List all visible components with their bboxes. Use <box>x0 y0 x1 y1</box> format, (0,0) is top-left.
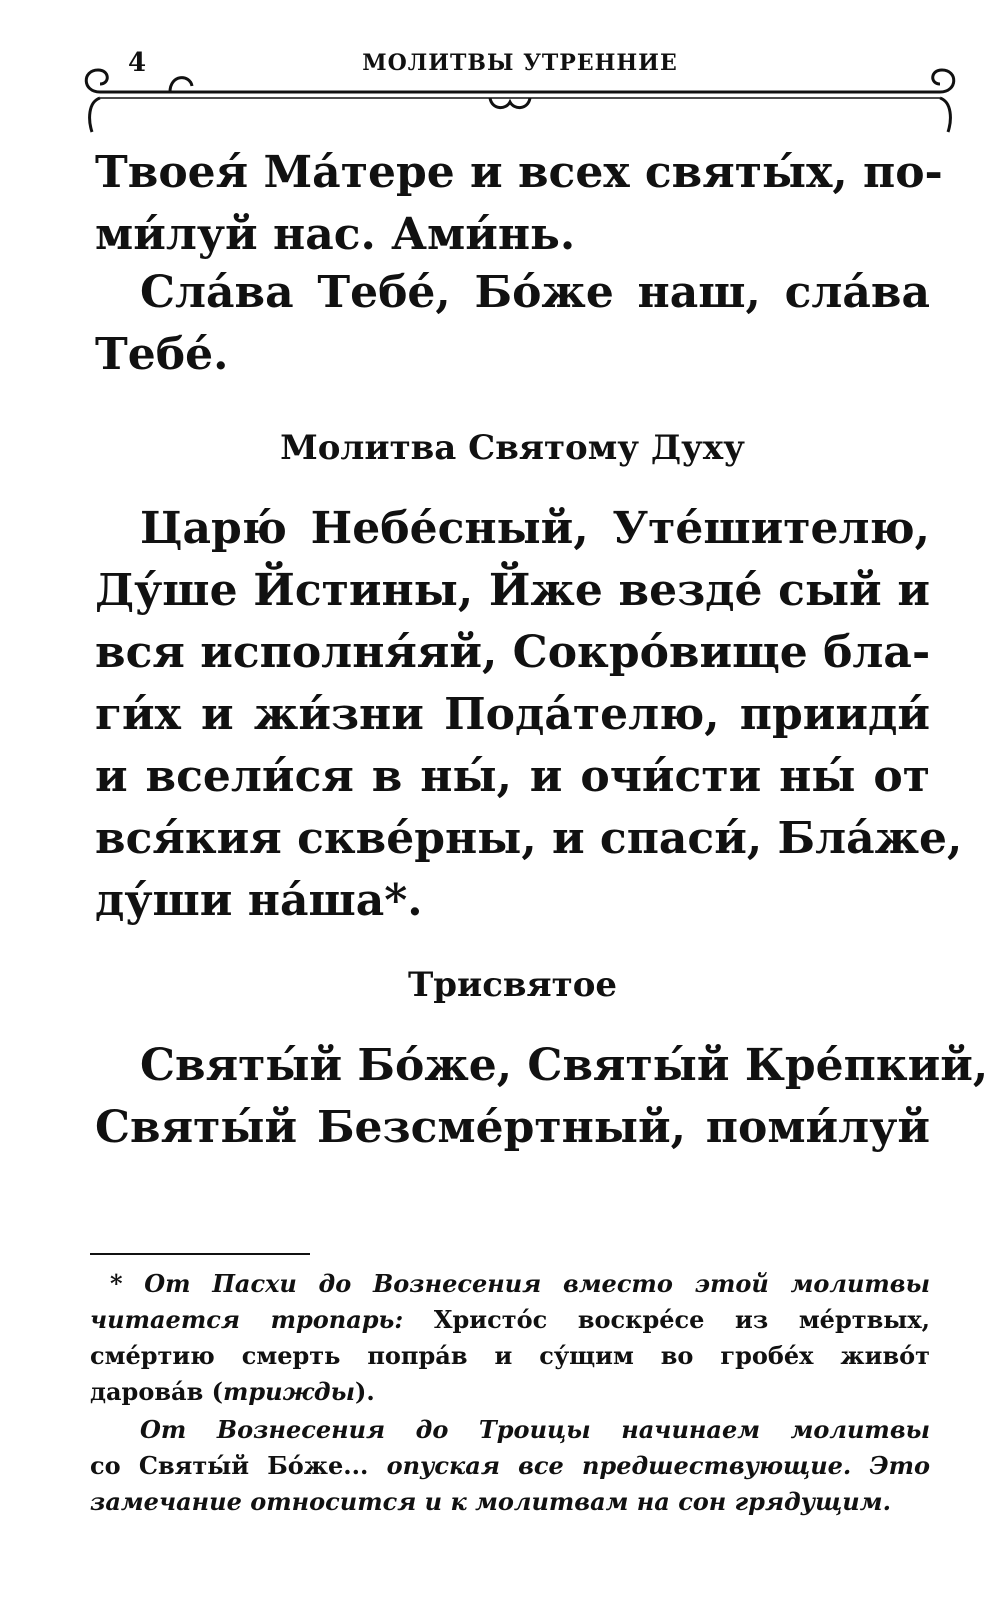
text-line: Ду́ше Йстины, Йже везде́ сый и <box>95 565 930 616</box>
footnote-text: Святы́й Бо́же... <box>138 1451 387 1480</box>
footnote-line <box>90 1448 930 1484</box>
text-line: ми́луй нас. Ами́нь. <box>95 209 576 260</box>
text-line: Твоея́ Ма́тере и всех святы́х, по- <box>95 147 943 198</box>
text-line: вся́кия скве́рны, и спаси́, Бла́же, <box>95 813 963 864</box>
footnote-line: От Вознесения до Троицы начинаем молитвы <box>140 1415 930 1444</box>
text-line: Святы́й Бо́же, Святы́й Кре́пкий, <box>140 1040 989 1091</box>
footnote-line <box>90 1374 930 1410</box>
text-line: Святы́й Безсме́ртный, поми́луй <box>95 1102 930 1153</box>
running-head <box>80 40 960 140</box>
paragraph-2-cont <box>95 324 930 386</box>
text-line: Царю́ Небе́сный, Уте́шителю, <box>140 503 930 554</box>
footnote-line: замечание относится и к молитвам на сон грядущим. <box>90 1487 891 1516</box>
footnote-italic: читается тропарь: <box>90 1305 434 1334</box>
footnote-italic: опуская все предшествующие. Это <box>386 1451 930 1480</box>
text-line: и всели́ся в ны́, и очи́сти ны́ от <box>95 751 930 802</box>
footnote-text: ). <box>355 1377 375 1406</box>
text-line: вся исполня́яй, Сокро́вище бла- <box>95 627 931 678</box>
running-title: МОЛИТВЫ УТРЕННИЕ <box>362 50 678 76</box>
footnote-1-cont <box>90 1302 930 1410</box>
paragraph-3-first <box>140 498 930 560</box>
text-line: Тебе́. <box>95 329 229 380</box>
section-heading-trisagion: Трисвятое <box>407 965 618 1005</box>
footnote-italic: трижды <box>222 1377 356 1406</box>
footnote-line <box>90 1302 930 1338</box>
footnote-line: * От Пасхи до Вознесения вместо этой молитвы <box>110 1269 930 1298</box>
text-line: ги́х и жи́зни Пода́телю, прииди́ <box>95 689 930 740</box>
footnote-rule <box>90 1253 310 1255</box>
footnote-text: Христо́с воскре́се из ме́ртвых, <box>433 1305 930 1334</box>
footnote-1 <box>110 1266 930 1302</box>
text-line: ду́ши на́ша*. <box>95 875 423 926</box>
paragraph-4 <box>95 1097 930 1159</box>
footnote-text: со <box>90 1451 139 1480</box>
paragraph-3 <box>95 560 963 932</box>
footnote-2 <box>140 1412 930 1448</box>
footnote-2-cont <box>90 1448 930 1520</box>
paragraph-1 <box>95 142 943 266</box>
paragraph-4-first <box>140 1035 989 1097</box>
footnote-line: сме́ртию смерть попра́в и су́щим во гробе́х живо́т <box>90 1341 930 1370</box>
footnote-text: дарова́в ( <box>90 1377 223 1406</box>
text-line: Сла́ва Тебе́, Бо́же наш, сла́ва <box>140 267 930 318</box>
section-heading-holy-spirit: Молитва Святому Духу <box>280 428 745 468</box>
paragraph-2 <box>140 262 930 324</box>
page-number: 4 <box>128 48 147 78</box>
